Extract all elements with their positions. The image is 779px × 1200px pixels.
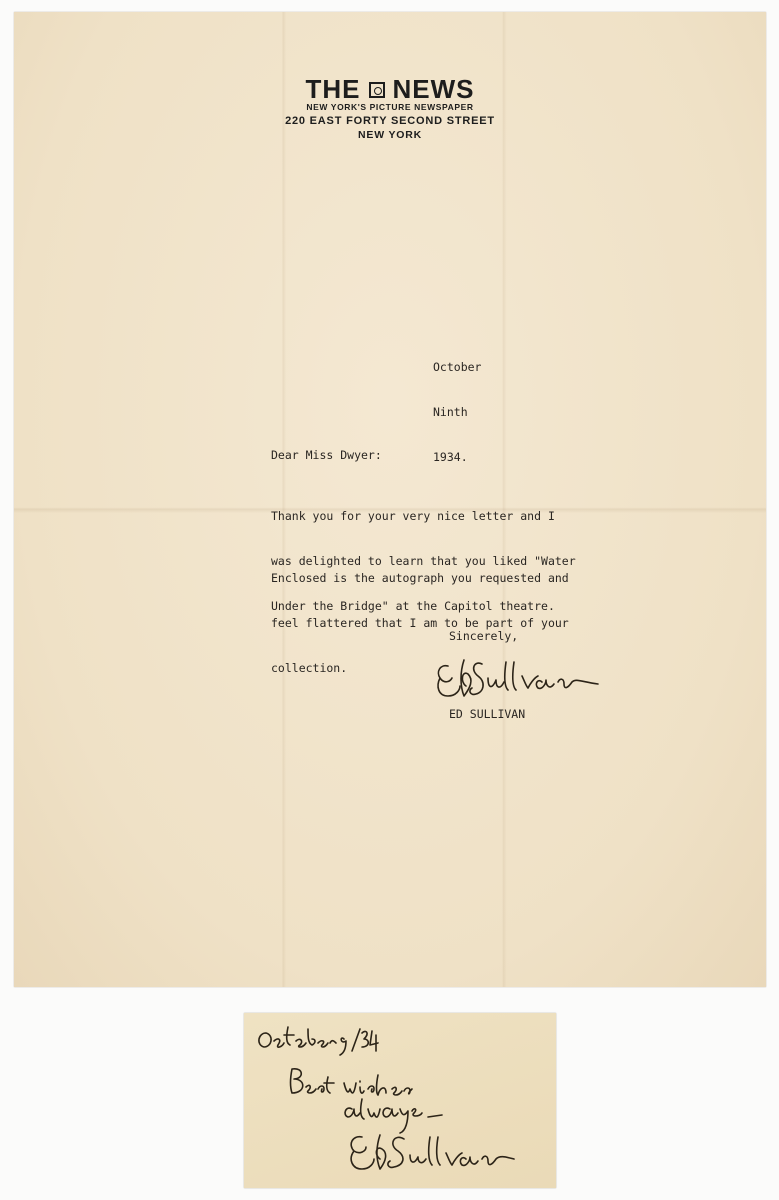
letter-date [433,330,481,495]
date-month: October [433,360,482,374]
date-year: 1934. [433,450,468,464]
autograph-card [244,1013,556,1188]
letter-sheet [14,12,766,987]
paragraph-line: feel flattered that I am to be part of your [271,616,569,630]
letterhead-address: 220 EAST FORTY SECOND STREET [285,115,495,127]
paragraph-line: Thank you for your very nice letter and I [271,509,555,523]
letterhead-title [14,74,766,105]
typed-name: ED SULLIVAN [449,707,526,721]
card-handwriting [244,1013,556,1188]
paragraph-line: Under the Bridge" at the Capitol theatre. [271,599,555,613]
newspaper-logo-icon [369,82,385,98]
closing: Sincerely, [449,629,519,643]
handwritten-signature [430,652,610,707]
paragraph-line: Enclosed is the autograph you requested and [271,571,569,585]
salutation: Dear Miss Dwyer: [271,448,382,462]
date-day: Ninth [433,405,468,419]
letterhead-subtitle: NEW YORK'S PICTURE NEWSPAPER [306,102,474,112]
letterhead-title-left: THE [305,74,361,104]
paragraph-line: collection. [271,661,348,675]
letterhead-title-right: NEWS [392,74,475,104]
paragraph-line: was delighted to learn that you liked "Water [271,554,576,568]
letterhead-city: NEW YORK [358,129,422,141]
